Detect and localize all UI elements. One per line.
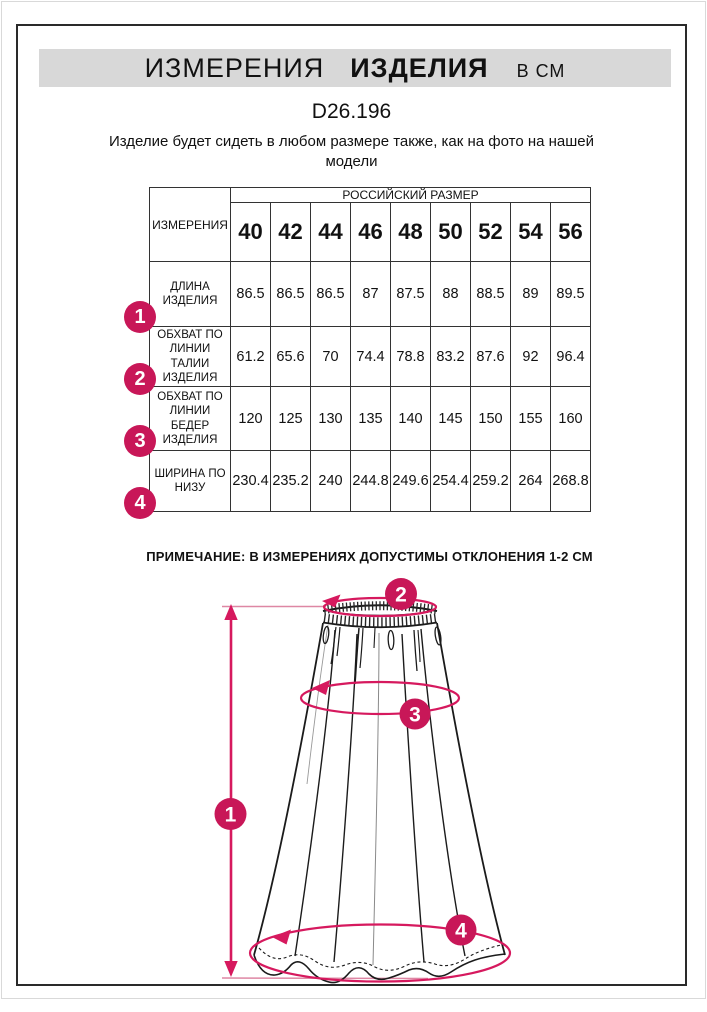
measurement-value: 89.5 — [551, 262, 591, 327]
measurement-value: 65.6 — [271, 327, 311, 387]
measurement-value: 86.5 — [271, 262, 311, 327]
size-header-cell: 42 — [271, 203, 311, 262]
measurement-label: ОБХВАТ ПО ЛИНИИ БЕДЕР ИЗДЕЛИЯ — [150, 387, 231, 451]
measurement-value: 87 — [351, 262, 391, 327]
measurement-value: 150 — [471, 387, 511, 451]
measurement-value: 249.6 — [391, 451, 431, 512]
row-callout-badge-3: 3 — [124, 425, 156, 457]
measurement-value: 120 — [231, 387, 271, 451]
page-title: ИЗМЕРЕНИЯ — [144, 53, 325, 83]
measurement-value: 87.5 — [391, 262, 431, 327]
measurement-value: 125 — [271, 387, 311, 451]
table-body — [150, 188, 591, 512]
table-row — [150, 387, 591, 451]
measurement-value: 92 — [511, 327, 551, 387]
page-frame — [16, 24, 687, 986]
measurement-value: 89 — [511, 262, 551, 327]
diagram-callout-badges — [215, 578, 477, 946]
ellipse-arrowheads — [272, 595, 341, 945]
size-header-cell: 54 — [511, 203, 551, 262]
tolerance-note: ПРИМЕЧАНИЕ: В ИЗМЕРЕНИЯХ ДОПУСТИМЫ ОТКЛОНЕНИЯ 1-2 СМ — [146, 549, 593, 564]
measurement-value: 264 — [511, 451, 551, 512]
diagram-callout-1: 1 — [224, 803, 237, 827]
measurement-value: 61.2 — [231, 327, 271, 387]
table-row — [150, 327, 591, 387]
table-header-row — [150, 188, 591, 203]
measurement-value: 254.4 — [431, 451, 471, 512]
table-row — [150, 262, 591, 327]
measurement-label: ОБХВАТ ПО ЛИНИИ ТАЛИИ ИЗДЕЛИЯ — [150, 327, 231, 387]
measurement-value: 244.8 — [351, 451, 391, 512]
measurement-value: 78.8 — [391, 327, 431, 387]
measurement-value: 74.4 — [351, 327, 391, 387]
measurement-value: 130 — [311, 387, 351, 451]
measurement-value: 240 — [311, 451, 351, 512]
measurement-value: 86.5 — [231, 262, 271, 327]
size-group-header-cell: РОССИЙСКИЙ РАЗМЕР — [231, 188, 591, 203]
measurement-value: 230.4 — [231, 451, 271, 512]
size-header-cell: 40 — [231, 203, 271, 262]
diagram-callout-2: 2 — [395, 583, 407, 607]
measurement-value: 86.5 — [311, 262, 351, 327]
row-callout-badge-4: 4 — [124, 487, 156, 519]
length-arrow — [224, 604, 237, 977]
measurement-value: 145 — [431, 387, 471, 451]
size-header-cell: 44 — [311, 203, 351, 262]
size-header-cell: 46 — [351, 203, 391, 262]
header-band — [39, 49, 671, 87]
measurement-value: 96.4 — [551, 327, 591, 387]
subtitle: Изделие будет сидеть в любом размере также, как на фото на нашей модели — [108, 133, 595, 170]
measurement-value: 70 — [311, 327, 351, 387]
product-code: D26.196 — [311, 100, 392, 123]
measurement-value: 88 — [431, 262, 471, 327]
diagram-callout-4: 4 — [455, 919, 467, 943]
page-title-unit: В СМ — [516, 61, 566, 81]
measurement-value: 259.2 — [471, 451, 511, 512]
page-title-secondary: ИЗДЕЛИЯ — [350, 53, 489, 83]
measurement-value: 83.2 — [431, 327, 471, 387]
row-callout-badge-1: 1 — [124, 301, 156, 333]
row-callout-badge-2: 2 — [124, 363, 156, 395]
measurement-label: ШИРИНА ПО НИЗУ — [150, 451, 231, 512]
size-table — [149, 187, 591, 512]
measurement-value: 268.8 — [551, 451, 591, 512]
measurement-value: 155 — [511, 387, 551, 451]
measurement-value: 87.6 — [471, 327, 511, 387]
size-header-cell: 56 — [551, 203, 591, 262]
measurement-value: 88.5 — [471, 262, 511, 327]
table-row — [150, 451, 591, 512]
diagram-callout-3: 3 — [409, 703, 421, 727]
measurements-header-cell: ИЗМЕРЕНИЯ — [150, 188, 231, 262]
size-header-cell: 52 — [471, 203, 511, 262]
measurement-value: 160 — [551, 387, 591, 451]
size-header-cell: 48 — [391, 203, 431, 262]
measurement-value: 135 — [351, 387, 391, 451]
measurement-value: 235.2 — [271, 451, 311, 512]
skirt-diagram — [168, 576, 588, 1012]
measurement-label: ДЛИНА ИЗДЕЛИЯ — [150, 262, 231, 327]
measurement-value: 140 — [391, 387, 431, 451]
size-header-cell: 50 — [431, 203, 471, 262]
